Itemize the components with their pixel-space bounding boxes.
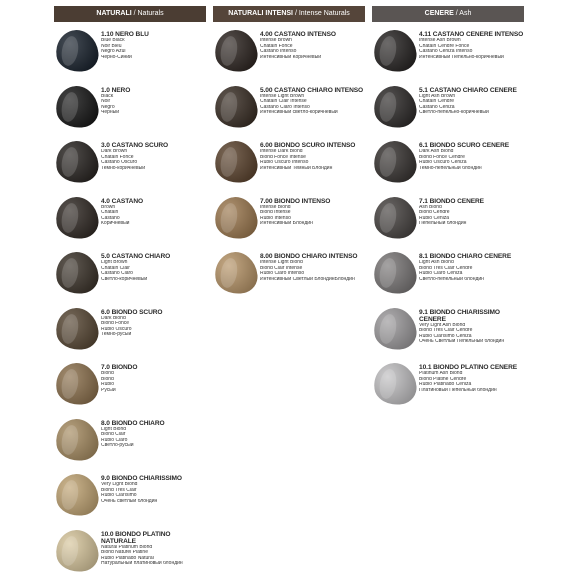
shade-translation: Rubio Claro <box>101 437 128 443</box>
hair-swatch <box>53 138 100 185</box>
hair-swatch <box>53 360 100 407</box>
shade-translation: Châtain Cendré Foncé <box>419 43 470 49</box>
hair-swatch <box>212 27 259 74</box>
shade-translation: Коричневый <box>101 221 130 227</box>
shade-translation: Dark Brown <box>101 149 128 154</box>
shade-translation: Châtain Foncé <box>101 154 134 160</box>
shade-translation: Castaño Ceniza <box>419 104 455 110</box>
shade-translation: Black <box>101 93 114 99</box>
shade-translation: Rubio Platinado Ceniza <box>419 382 472 388</box>
shade-item <box>213 84 365 136</box>
hair-swatch <box>53 194 100 241</box>
shade-translation: Light Ash Brown <box>419 93 456 99</box>
shade-info <box>260 142 365 171</box>
shade-translation: Темно-русый <box>101 332 132 338</box>
hair-swatch <box>53 27 100 74</box>
shade-translation: Blond Très Clair Cendré <box>419 265 473 271</box>
shade-code: 9.0 BIONDO CHIARISSIMO <box>101 475 182 482</box>
shade-item <box>372 139 524 191</box>
shade-translation: Очень светлый блондин <box>101 498 158 504</box>
shade-translation: Blond Foncé Intense <box>260 154 306 160</box>
shade-translation: Natural Platinum Blond <box>101 544 153 550</box>
shade-translation: Rubio Intenso <box>260 215 291 221</box>
shade-translation: Интенсивный Блондин <box>260 221 313 227</box>
shade-translation: Blond Intense <box>260 210 291 216</box>
hair-swatch <box>53 83 100 130</box>
shade-translation: Rubio Claro Ceniza <box>419 271 463 277</box>
shade-info <box>419 364 524 393</box>
shade-code: 5.00 CASTANO CHIARO INTENSO <box>260 86 364 94</box>
shade-item <box>372 361 524 413</box>
shade-translation: Платиновый Пепельный блондин <box>419 387 497 393</box>
hair-swatch <box>212 83 259 130</box>
shade-item <box>372 84 524 136</box>
hair-swatch <box>53 249 100 296</box>
shade-item <box>213 28 365 80</box>
shade-translation: Чёрный <box>101 110 120 116</box>
shade-translation: Rubio Oscuro Ceniza <box>419 160 467 166</box>
shade-translation: Blond <box>101 371 114 376</box>
shade-code: 5.0 CASTANO CHIARO <box>101 253 171 260</box>
shade-code: 4.11 CASTANO CENERE INTENSO <box>419 31 524 38</box>
shade-translation: Темно-коричневый <box>101 165 145 171</box>
shade-translation: Интенсивный светло-коричневый <box>260 110 338 116</box>
shade-item <box>213 195 365 247</box>
shade-info <box>419 198 524 227</box>
shade-item <box>372 250 524 302</box>
shade-translation: Castaño Intenso <box>260 49 297 55</box>
shade-translation: Brown <box>101 204 116 210</box>
shade-info <box>101 364 206 393</box>
shade-translation: Ash Blond <box>419 204 442 210</box>
shade-translation: Интенсивный Светлый БлондинБлондин <box>260 276 355 282</box>
shade-translation: Интенсивный Коричневый <box>260 54 322 60</box>
column-naturali <box>54 0 206 567</box>
shade-translation: Blond Clair <box>101 432 126 438</box>
shade-code: 8.1 BIONDO CHIARO CENERE <box>419 253 512 260</box>
shade-code: 10.1 BIONDO PLATINO CENERE <box>419 364 518 371</box>
column-header <box>372 6 524 22</box>
shade-translation: Châtain Clair <box>101 265 130 271</box>
shade-code: 6.0 BIONDO SCURO <box>101 308 163 316</box>
hair-swatch <box>212 249 259 296</box>
shade-translation: Blond <box>101 376 114 382</box>
shade-code: 4.00 CASTANO INTENSO <box>260 31 336 38</box>
shade-translation: Rubio Oscuro Intenso <box>260 160 309 166</box>
shade-item <box>372 306 524 358</box>
shade-info <box>101 309 206 338</box>
shade-translation: Очень Светлый Пепельный блондин <box>419 339 505 345</box>
shade-translation: Noir <box>101 99 111 105</box>
shade-translation: Rubio <box>101 382 115 388</box>
shade-code: 7.00 BIONDO INTENSO <box>260 197 331 205</box>
shade-translation: Light Blond <box>101 426 127 432</box>
shade-item <box>372 28 524 80</box>
shade-translation: Intense Light Brown <box>260 93 305 99</box>
shade-translation: Светло-русый <box>101 443 134 449</box>
shade-translation: Platinum Ash Blond <box>419 371 463 376</box>
shade-code: 4.0 CASTANO <box>101 197 144 205</box>
shade-translation: Intense Brown <box>260 38 292 43</box>
column-title: NATURALI <box>96 10 132 17</box>
shade-info <box>101 87 206 116</box>
shade-info <box>260 253 365 282</box>
column-subtitle: / Intense Naturals <box>293 10 350 17</box>
shade-info <box>419 142 524 171</box>
shade-translation: Натуральный платиновый блондин <box>101 561 183 567</box>
shade-info <box>101 420 206 449</box>
shade-code: 6.1 BIONDO SCURO CENERE <box>419 142 510 149</box>
column-subtitle: / Ash <box>453 10 472 17</box>
shade-item <box>54 417 206 469</box>
shade-translation: Castaño Claro Intenso <box>260 104 310 110</box>
hair-swatch <box>53 416 100 463</box>
shade-code: 9.1 BIONDO CHIARISSIMO CENERE <box>419 308 500 323</box>
shade-info <box>419 87 524 116</box>
shade-translation: Rubio Ceniza <box>419 215 450 221</box>
shade-translation: Castaño <box>101 215 120 221</box>
shade-translation: Light Ash Blond <box>419 260 454 265</box>
shade-translation: Dark Blond <box>101 315 126 321</box>
shade-item <box>54 139 206 191</box>
hair-swatch <box>371 194 418 241</box>
hair-swatch <box>53 471 100 518</box>
shade-info <box>101 531 206 567</box>
shade-translation: Rubio Clarísimo <box>101 493 137 499</box>
shade-item <box>54 28 206 80</box>
shade-translation: Blond Clair Intense <box>260 265 303 271</box>
shade-info <box>419 253 524 282</box>
shade-translation: Интенсивный Темный Блондин <box>260 165 333 171</box>
hair-swatch <box>371 138 418 185</box>
shade-translation: Rubio Oscuro <box>101 326 132 332</box>
shade-translation: Blond Foncé <box>101 321 130 327</box>
shade-translation: Noir Bleu <box>101 43 122 49</box>
shade-translation: Castaño Claro <box>101 271 133 277</box>
shade-translation: Dark Ash Blond <box>419 149 454 154</box>
hair-swatch <box>212 194 259 241</box>
shade-translation: Blond Platine Cendré <box>419 376 467 382</box>
shade-translation: Rubio Clarísimo Ceniza <box>419 333 472 339</box>
shade-translation: Blond Naturel Platine <box>101 550 148 556</box>
shade-translation: Blond Cendré <box>419 210 450 216</box>
shade-info <box>101 198 206 227</box>
shade-info <box>260 31 365 60</box>
shade-info <box>260 198 365 227</box>
shade-translation: Very Light Blond <box>101 482 138 487</box>
shade-translation: Intense Dark Blond <box>260 149 303 154</box>
shade-translation: Very Light Ash Blond <box>419 322 466 328</box>
column-header <box>213 6 365 22</box>
shade-translation: Blond Très Clair <box>101 487 137 493</box>
shade-item <box>54 472 206 524</box>
shade-code: 8.0 BIONDO CHIARO <box>101 419 165 427</box>
shade-code: 6.00 BIONDO SCURO INTENSO <box>260 142 356 149</box>
shade-info <box>419 309 524 345</box>
shade-translation: Blue Black <box>101 38 125 43</box>
hair-swatch <box>371 305 418 352</box>
shade-code: 10.0 BIONDO PLATINO NATURALE <box>101 530 171 545</box>
shade-item <box>54 306 206 358</box>
shade-translation: Intense Ash Brown <box>419 38 461 43</box>
shade-translation: Светло-коричневый <box>101 276 148 282</box>
shade-translation: Rubio Claro Intenso <box>260 271 305 277</box>
shade-item <box>372 195 524 247</box>
shade-translation: Blond Foncé Cendré <box>419 154 465 160</box>
shade-translation: Châtain Foncé <box>260 43 293 49</box>
column-naturali-intensi <box>213 0 365 282</box>
column-header <box>54 6 206 22</box>
shade-code: 1.10 NERO BLU <box>101 31 149 38</box>
shade-item <box>54 195 206 247</box>
shade-translation: Intense Light Blond <box>260 260 303 265</box>
column-subtitle: / Naturals <box>131 10 164 17</box>
shade-translation: Negro Azul <box>101 49 126 55</box>
shade-translation: Темно-пепельный блондин <box>419 165 482 171</box>
shade-item <box>54 84 206 136</box>
shade-item <box>54 528 206 580</box>
shade-code: 3.0 CASTANO SCURO <box>101 142 169 149</box>
shade-code: 7.1 BIONDO CENERE <box>419 197 484 205</box>
shade-translation: Светло-пепельный блондин <box>419 276 484 282</box>
shade-translation: Чёрно-Синий <box>101 54 132 60</box>
shade-translation: Castaño Ceniza Intenso <box>419 49 473 55</box>
shade-item <box>54 361 206 413</box>
shade-code: 5.1 CASTANO CHIARO CENERE <box>419 86 517 94</box>
hair-swatch <box>371 27 418 74</box>
shade-code: 1.0 NERO <box>101 86 131 94</box>
shade-translation: Rubio Platinado Natural <box>101 555 154 561</box>
shade-translation: Интенсивный Пепельно-коричневый <box>419 54 504 60</box>
hair-swatch <box>53 527 100 574</box>
shade-code: 8.00 BIONDO CHIARO INTENSO <box>260 253 358 260</box>
shade-info <box>260 87 365 116</box>
shade-translation: Blond Très Clair Cendré <box>419 328 473 334</box>
shade-item <box>213 250 365 302</box>
shade-translation: Châtain Cendré <box>419 99 455 105</box>
shade-info <box>101 142 206 171</box>
shade-info <box>419 31 524 60</box>
column-title: CENERE <box>424 10 454 17</box>
shade-translation: Intense Blond <box>260 204 291 210</box>
shade-code: 7.0 BIONDO <box>101 364 138 371</box>
shade-item <box>213 139 365 191</box>
shade-translation: Castaño Oscuro <box>101 160 138 166</box>
shade-translation: Châtain Clair Intense <box>260 99 307 105</box>
hair-swatch <box>371 360 418 407</box>
column-title: NATURALI INTENSI <box>228 10 293 17</box>
hair-swatch <box>371 83 418 130</box>
shade-translation: Light Brown <box>101 260 128 265</box>
shade-info <box>101 31 206 60</box>
shade-translation: Русый <box>101 387 116 393</box>
shade-translation: Светло-пепельно-коричневый <box>419 110 489 116</box>
shade-translation: Negro <box>101 104 115 110</box>
hair-swatch <box>53 305 100 352</box>
shade-translation: Châtain <box>101 210 119 216</box>
hair-swatch <box>212 138 259 185</box>
hair-swatch <box>371 249 418 296</box>
column-cenere <box>372 0 524 393</box>
shade-info <box>101 475 206 504</box>
shade-translation: Пепельный блондин <box>419 221 467 227</box>
shade-item <box>54 250 206 302</box>
shade-info <box>101 253 206 282</box>
